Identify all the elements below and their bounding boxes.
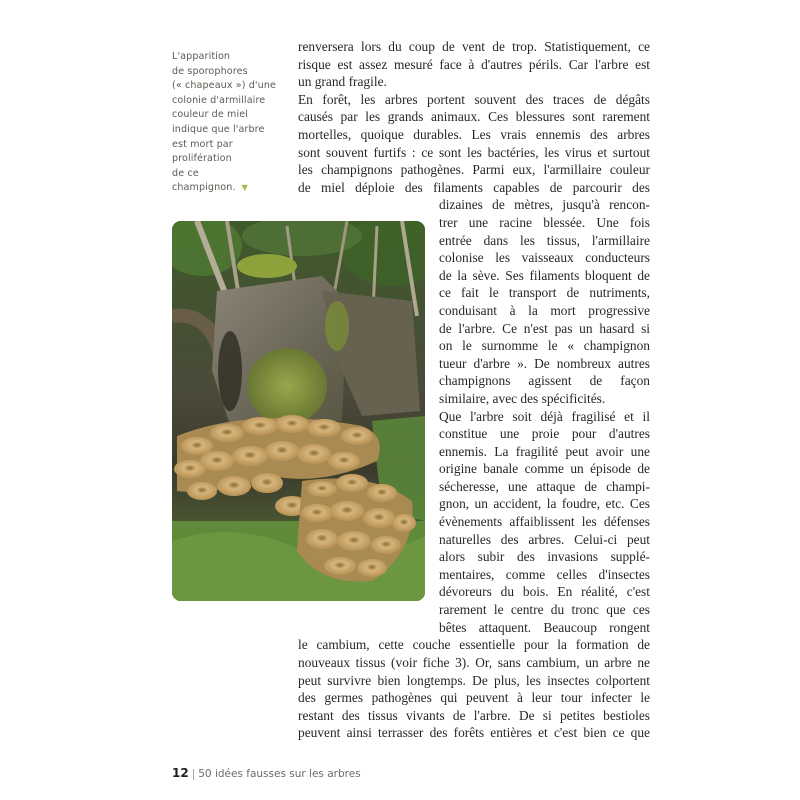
text-line: le cambium, cette couche essentielle pour la formation de (298, 637, 650, 653)
text-line: dizaines de mètres, jusqu'à rencon- (439, 197, 650, 213)
footer-separator: | (191, 768, 196, 780)
text-line: alors subir des invasions supplé- (439, 549, 650, 565)
text-line: mortelles, quoique durables. Les vrais ennemis des arbres (298, 126, 650, 142)
mushroom-photo (172, 221, 425, 601)
text-line: les champignons pathogènes. Parmi eux, l'armillaire couleur (298, 162, 650, 178)
caption-line: est mort par (172, 138, 233, 150)
caption-line (172, 181, 290, 196)
book-title: 50 idées fausses sur les arbres (198, 768, 361, 780)
text-line: nouveaux tissus (voir fiche 3). Or, sans cambium, un arbre ne (298, 654, 650, 670)
caption-line: de ce (172, 167, 199, 179)
text-line: évènements affaiblissent les défenses (439, 514, 650, 530)
text-line: mentaires, comme celles d'insectes (439, 566, 650, 582)
text-line: origine banale comme un épisode de (439, 461, 650, 477)
text-line: rarement le centre du tronc que ces (439, 602, 650, 618)
body-text-bottom (298, 636, 650, 742)
text-line: de miel déploie des filaments capables de parcourir des (298, 179, 650, 195)
text-line: risque est assez mesuré face à d'autres périls. Car l'arbre est (298, 56, 650, 72)
text-line: on le surnomme le « champignon (439, 338, 650, 354)
text-line: trer une racine blessée. Une fois (439, 214, 650, 230)
text-line: champignons agissent de façon (439, 373, 650, 389)
text-line: colonise les vaisseaux conducteurs (439, 250, 650, 266)
text-line: causés par les grands animaux. Ces blessures sont rarement (298, 109, 650, 125)
caption-text: champignon. (172, 182, 236, 194)
text-line: gnon, un accident, la foudre, etc. Ces (439, 496, 650, 512)
text-line: de l'arbre. Ce n'est pas un hasard si (439, 320, 650, 336)
text-line: des germes pathogènes qui peuvent à leur tour infecter le (298, 690, 650, 706)
text-line: Que l'arbre soit déjà fragilisé et il (439, 408, 650, 424)
text-line: En forêt, les arbres portent souvent des traces de dégâts (298, 91, 650, 107)
text-line: peuvent ainsi terrasser des forêts entières et c'est bien ce que (298, 725, 650, 741)
text-line: peut survivre bien longtemps. De plus, les insectes colportent (298, 672, 650, 688)
text-line: un grand fragile. (298, 74, 387, 90)
text-line: conduisant à la mort progressive (439, 302, 650, 318)
caption-line: (« chapeaux ») d'une (172, 80, 277, 92)
text-line: sont souvent furtifs : ce sont les bactéries, les virus et surtout (298, 144, 650, 160)
text-line: ennemis. La fragilité peut avoir une (439, 443, 650, 459)
caption-line: couleur de miel (172, 109, 248, 121)
caption-line: indique que l'arbre (172, 123, 265, 135)
text-line: sécheresse, une attaque de champi- (439, 478, 650, 494)
text-line: de la sève. Ses filaments bloquent de (439, 267, 650, 283)
page-number: 12 (172, 766, 189, 780)
caption-line: prolifération (172, 153, 232, 165)
caption-line: de sporophores (172, 65, 248, 77)
text-line: restant des tissus vivants de l'arbre. De si petites bestioles (298, 707, 650, 723)
text-line: similaire, avec des spécificités. (439, 390, 606, 406)
body-text-top (298, 38, 650, 196)
mushroom-photo-illustration (172, 221, 425, 601)
text-line: ce fait le transport de nutriments, (439, 285, 650, 301)
caption-line: colonie d'armillaire (172, 94, 266, 106)
text-line: constitue une proie pour d'autres (439, 426, 650, 442)
caption-line: L'apparition (172, 51, 231, 62)
body-text-narrow (439, 196, 650, 636)
text-line: naturelles des arbres. Celui-ci peut (439, 531, 650, 547)
page-footer (172, 766, 361, 780)
triangle-down-icon: ▼ (241, 183, 248, 193)
text-line: tueur d'arbre ». De nombreux autres (439, 355, 650, 371)
text-line: bêtes attaquent. Beaucoup rongent (439, 619, 650, 635)
photo-caption (172, 50, 290, 196)
text-line: entrée dans les tissus, l'armillaire (439, 232, 650, 248)
text-line: dévoreurs du bois. En réalité, c'est (439, 584, 650, 600)
text-line: renversera lors du coup de vent de trop. Statistiquement, ce (298, 39, 650, 54)
